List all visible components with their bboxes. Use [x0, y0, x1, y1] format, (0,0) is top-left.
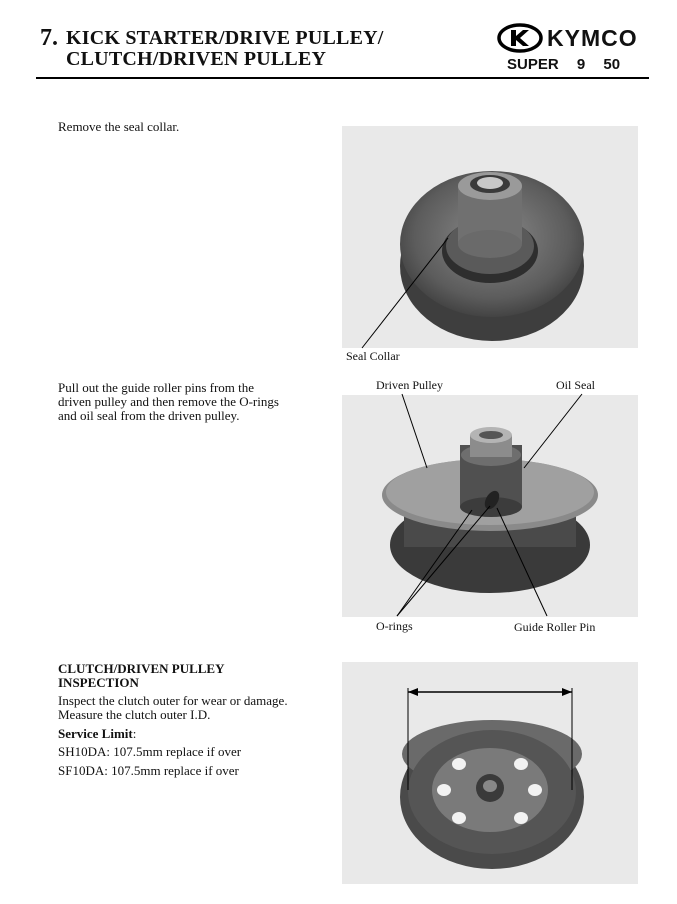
chapter-number: 7.	[40, 25, 58, 51]
guide-roller-pin-label: Guide Roller Pin	[514, 620, 596, 634]
service-limit-sf10da: SF10DA: 107.5mm replace if over	[58, 763, 239, 778]
inspection-heading-line2: INSPECTION	[58, 675, 139, 690]
inspection-heading	[58, 662, 225, 690]
page-number: 50	[603, 56, 621, 73]
model-name: SUPER 9	[507, 56, 586, 73]
service-limit-label: Service Limit	[58, 726, 133, 741]
instruction-line: driven pulley and then remove the O-rings	[58, 394, 279, 409]
inspection-instructions	[58, 694, 288, 722]
seal-collar-leader-line	[360, 236, 460, 356]
oil-seal-label: Oil Seal	[556, 378, 595, 392]
model-and-page	[507, 56, 620, 73]
pull-out-guide-pins-text	[58, 381, 279, 423]
header-rule	[36, 77, 649, 79]
service-limit-colon: :	[132, 726, 137, 741]
clutch-outer-photo	[342, 662, 638, 884]
measure-id-text: Measure the clutch outer I.D.	[58, 707, 211, 722]
inspection-heading-line1: CLUTCH/DRIVEN PULLEY	[58, 661, 225, 676]
instruction-line: and oil seal from the driven pulley.	[58, 408, 240, 423]
seal-collar-label: Seal Collar	[346, 349, 400, 363]
remove-seal-collar-text: Remove the seal collar.	[58, 119, 180, 134]
o-rings-label: O-rings	[376, 619, 413, 633]
service-limit-sh10da: SH10DA: 107.5mm replace if over	[58, 744, 242, 759]
instruction-line: Pull out the guide roller pins from the	[58, 380, 255, 395]
chapter-title-line1: KICK STARTER/DRIVE PULLEY/	[66, 27, 384, 49]
chapter-title-line2: CLUTCH/DRIVEN PULLEY	[66, 48, 327, 70]
inspect-clutch-outer-text: Inspect the clutch outer for wear or damage.	[58, 693, 288, 708]
driven-pulley-leader-lines	[342, 390, 638, 630]
chapter-title	[66, 28, 384, 70]
brand-name: KYMCO	[547, 25, 638, 51]
service-limit-heading	[58, 727, 136, 741]
driven-pulley-label: Driven Pulley	[376, 378, 443, 392]
